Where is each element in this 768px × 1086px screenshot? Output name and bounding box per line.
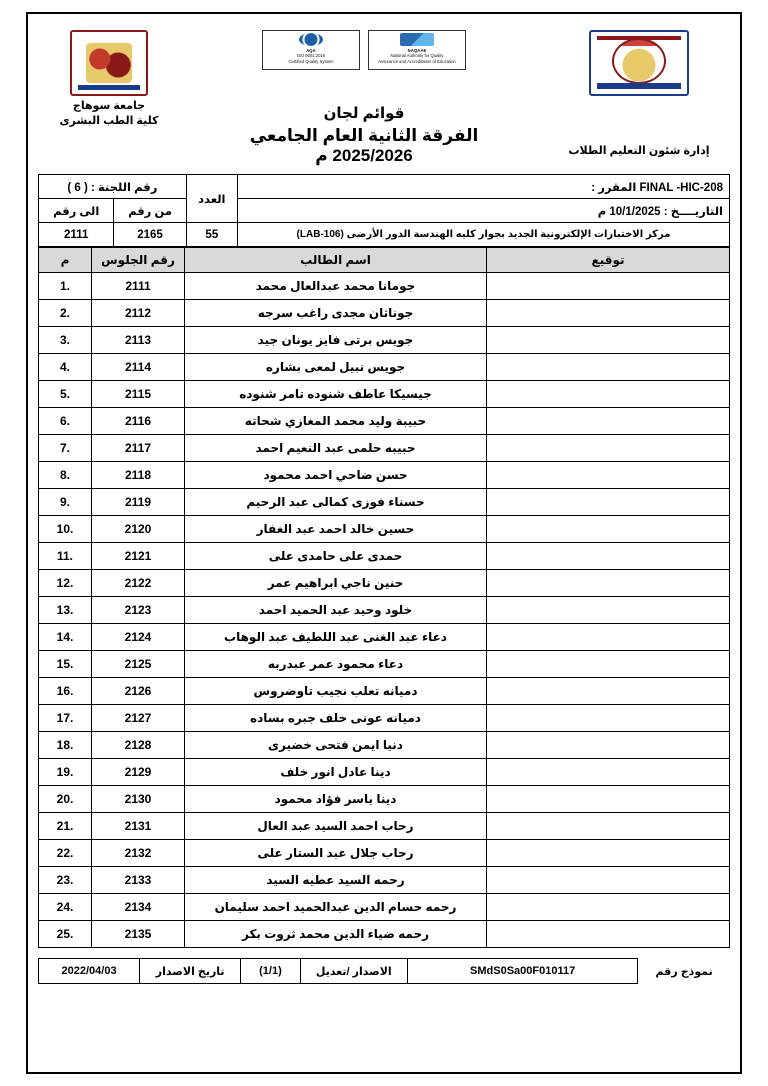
seat-number-cell: 2135: [92, 921, 185, 948]
table-row: [39, 300, 730, 327]
signature-cell[interactable]: [487, 516, 730, 543]
table-row: [39, 435, 730, 462]
student-name-cell: جويس نبيل لمعى بشاره: [185, 354, 487, 381]
student-name-cell: حمدى على حامدى على: [185, 543, 487, 570]
faculty-name: كلية الطب البشرى: [59, 114, 159, 127]
serial-cell: .3: [39, 327, 92, 354]
signature-cell[interactable]: [487, 759, 730, 786]
serial-cell: .6: [39, 408, 92, 435]
student-name-cell: رحمه ضياء الدين محمد ثروت بكر: [185, 921, 487, 948]
table-row: [39, 543, 730, 570]
seat-number-cell: 2112: [92, 300, 185, 327]
revision-label: الاصدار /تعديل: [300, 959, 407, 984]
issue-date-label: تاريخ الاصدار: [140, 959, 241, 984]
signature-cell[interactable]: [487, 273, 730, 300]
aqa-line1: AQA: [306, 48, 316, 53]
signature-cell[interactable]: [487, 732, 730, 759]
date-label: التاريــــخ :: [663, 205, 723, 218]
students-table-body: [39, 273, 730, 948]
table-row: [39, 381, 730, 408]
seat-number-cell: 2115: [92, 381, 185, 408]
exam-place: مركز الاختبارات الإلكترونية الجديد بجوار كليه الهندسة الدور الأرضى (LAB-106): [237, 223, 729, 247]
signature-cell[interactable]: [487, 300, 730, 327]
student-name-cell: جومانا محمد عبدالعال محمد: [185, 273, 487, 300]
aqa-line2: ISO 9001:2015: [296, 53, 326, 59]
accreditation-logos: [214, 30, 514, 70]
course-value: FINAL -HIC-208: [639, 181, 723, 194]
seat-number-cell: 2121: [92, 543, 185, 570]
students-table: [38, 247, 730, 948]
naqaae-line3: Assurance and Accreditation of Education: [378, 58, 456, 64]
serial-cell: .14: [39, 624, 92, 651]
student-name-cell: جوناثان مجدى راغب سرجه: [185, 300, 487, 327]
serial-cell: .4: [39, 354, 92, 381]
table-row: [39, 354, 730, 381]
table-row: [39, 624, 730, 651]
signature-cell[interactable]: [487, 570, 730, 597]
serial-cell: .13: [39, 597, 92, 624]
student-name-cell: رحاب احمد السيد عبد العال: [185, 813, 487, 840]
serial-cell: .9: [39, 489, 92, 516]
signature-cell[interactable]: [487, 894, 730, 921]
student-name-cell: رحمه السيد عطيه السيد: [185, 867, 487, 894]
student-name-cell: رحاب جلال عبد الستار على: [185, 840, 487, 867]
table-row: [39, 570, 730, 597]
issue-date-value: 2022/04/03: [39, 959, 140, 984]
student-name-cell: دعاء عبد الغنى عبد اللطيف عبد الوهاب: [185, 624, 487, 651]
info-row-2: [39, 199, 730, 223]
serial-cell: .22: [39, 840, 92, 867]
seat-number-cell: 2133: [92, 867, 185, 894]
table-row: [39, 813, 730, 840]
signature-cell[interactable]: [487, 489, 730, 516]
seat-number-cell: 2113: [92, 327, 185, 354]
seat-number-cell: 2125: [92, 651, 185, 678]
seat-number-cell: 2130: [92, 786, 185, 813]
table-row: [39, 489, 730, 516]
serial-cell: .20: [39, 786, 92, 813]
student-name-cell: دينا ياسر فؤاد محمود: [185, 786, 487, 813]
serial-cell: .5: [39, 381, 92, 408]
signature-cell[interactable]: [487, 786, 730, 813]
student-name-cell: جيسيكا عاطف شنوده تامر شنوده: [185, 381, 487, 408]
serial-cell: .1: [39, 273, 92, 300]
signature-cell[interactable]: [487, 327, 730, 354]
header-student-name: اسم الطالب: [185, 248, 487, 273]
from-value: 2111: [39, 223, 114, 247]
signature-cell[interactable]: [487, 840, 730, 867]
serial-cell: .25: [39, 921, 92, 948]
signature-cell[interactable]: [487, 597, 730, 624]
signature-cell[interactable]: [487, 867, 730, 894]
signature-cell[interactable]: [487, 381, 730, 408]
seat-number-cell: 2114: [92, 354, 185, 381]
signature-cell[interactable]: [487, 354, 730, 381]
table-row: [39, 327, 730, 354]
signature-cell[interactable]: [487, 921, 730, 948]
header-seat-number: رقم الجلوس: [92, 248, 185, 273]
university-name: جامعة سوهاج: [72, 100, 146, 112]
signature-cell[interactable]: [487, 462, 730, 489]
seat-number-cell: 2131: [92, 813, 185, 840]
student-name-cell: دينا عادل انور خلف: [185, 759, 487, 786]
serial-cell: .23: [39, 867, 92, 894]
seat-number-cell: 2122: [92, 570, 185, 597]
info-row-3: [39, 223, 730, 247]
date-value: 10/1/2025 م: [597, 205, 661, 218]
naqaae-line1: NAQAAE: [407, 48, 427, 53]
serial-cell: .11: [39, 543, 92, 570]
footer-row: [39, 959, 731, 984]
student-name-cell: دعاء محمود عمر عبدربه: [185, 651, 487, 678]
serial-cell: .7: [39, 435, 92, 462]
serial-cell: .19: [39, 759, 92, 786]
students-table-header: [39, 248, 730, 273]
serial-cell: .18: [39, 732, 92, 759]
document-body: [0, 166, 768, 948]
faculty-of-medicine-logo-icon: [589, 30, 689, 96]
seat-number-cell: 2127: [92, 705, 185, 732]
table-row: [39, 651, 730, 678]
info-row-1: [39, 175, 730, 199]
seat-number-cell: 2132: [92, 840, 185, 867]
student-name-cell: حنين ناجي ابراهيم عمر: [185, 570, 487, 597]
table-row: [39, 840, 730, 867]
serial-cell: .24: [39, 894, 92, 921]
serial-cell: .21: [39, 813, 92, 840]
student-name-cell: خلود وحيد عبد الحميد احمد: [185, 597, 487, 624]
serial-cell: .10: [39, 516, 92, 543]
table-row: [39, 732, 730, 759]
sohag-university-logo-icon: [70, 30, 148, 96]
serial-cell: .2: [39, 300, 92, 327]
seat-number-cell: 2126: [92, 678, 185, 705]
document-header: [0, 0, 768, 166]
document-title-line1: قوائم لجان: [323, 105, 405, 122]
signature-cell[interactable]: [487, 813, 730, 840]
table-row: [39, 273, 730, 300]
university-block: [34, 30, 184, 129]
student-name-cell: حبيبه حلمى عبد النعيم احمد: [185, 435, 487, 462]
student-name-cell: حسين خالد احمد عبد الغفار: [185, 516, 487, 543]
signature-cell[interactable]: [487, 651, 730, 678]
course-label: المقرر :: [591, 181, 637, 194]
form-code: SMdS0Sa00F010117: [407, 959, 637, 984]
seat-number-cell: 2120: [92, 516, 185, 543]
table-header-row: [39, 248, 730, 273]
table-row: [39, 462, 730, 489]
serial-cell: .17: [39, 705, 92, 732]
date-cell: [237, 199, 729, 223]
seat-number-cell: 2129: [92, 759, 185, 786]
seat-number-cell: 2111: [92, 273, 185, 300]
table-row: [39, 597, 730, 624]
table-row: [39, 516, 730, 543]
serial-cell: .15: [39, 651, 92, 678]
student-name-cell: دنيا ايمن فتحى خضيرى: [185, 732, 487, 759]
table-row: [39, 921, 730, 948]
signature-cell[interactable]: [487, 624, 730, 651]
serial-cell: .16: [39, 678, 92, 705]
seat-number-cell: 2117: [92, 435, 185, 462]
table-row: [39, 408, 730, 435]
student-name-cell: جويس برتى فايز يونان جيد: [185, 327, 487, 354]
to-value: 2165: [114, 223, 186, 247]
to-label: الى رقم: [39, 199, 114, 223]
serial-cell: .8: [39, 462, 92, 489]
student-name-cell: حسن ضاحي احمد محمود: [185, 462, 487, 489]
signature-cell[interactable]: [487, 435, 730, 462]
seat-number-cell: 2124: [92, 624, 185, 651]
from-label: من رقم: [114, 199, 186, 223]
student-name-cell: دميانه عونى خلف جبره بساده: [185, 705, 487, 732]
seat-number-cell: 2116: [92, 408, 185, 435]
committee-info-table: [38, 174, 730, 247]
form-number-label: نموذج رقم: [655, 965, 713, 978]
document-title-line2: الفرقة الثانية العام الجامعي 2025/2026 م: [249, 126, 479, 165]
count-label: العدد: [186, 175, 237, 223]
department-block: [544, 30, 734, 157]
seat-number-cell: 2118: [92, 462, 185, 489]
student-name-cell: حسناء فوزى كمالى عبد الرحيم: [185, 489, 487, 516]
committee-number: رقم اللجنة : ( 6 ): [39, 175, 187, 199]
header-serial: م: [39, 248, 92, 273]
count-value: 55: [186, 223, 237, 247]
footer-table: [38, 958, 730, 984]
seat-number-cell: 2123: [92, 597, 185, 624]
header-signature: توقيع: [487, 248, 730, 273]
seat-number-cell: 2128: [92, 732, 185, 759]
table-row: [39, 759, 730, 786]
table-row: [39, 894, 730, 921]
table-row: [39, 867, 730, 894]
student-name-cell: حبيبة وليد محمد المغازي شحاته: [185, 408, 487, 435]
signature-cell[interactable]: [487, 408, 730, 435]
title-block: [214, 30, 514, 166]
aqa-line3: Certified Quality System: [288, 58, 334, 64]
naqaae-line2: National Authority for Quality: [390, 53, 444, 59]
naqaae-logo-icon: [368, 30, 466, 70]
course-cell: [237, 175, 729, 199]
seat-number-cell: 2134: [92, 894, 185, 921]
serial-cell: .12: [39, 570, 92, 597]
signature-cell[interactable]: [487, 705, 730, 732]
signature-cell[interactable]: [487, 543, 730, 570]
table-row: [39, 705, 730, 732]
table-row: [39, 678, 730, 705]
student-name-cell: رحمه حسام الدين عبدالحميد احمد سليمان: [185, 894, 487, 921]
student-name-cell: دميانه تعلب نجيب تاوضروس: [185, 678, 487, 705]
department-name: إدارة شئون التعليم الطلاب: [568, 145, 710, 157]
table-row: [39, 786, 730, 813]
signature-cell[interactable]: [487, 678, 730, 705]
revision-value: (1/1): [241, 959, 300, 984]
document-footer: [0, 948, 768, 984]
aqa-logo-icon: [262, 30, 360, 70]
seat-number-cell: 2119: [92, 489, 185, 516]
